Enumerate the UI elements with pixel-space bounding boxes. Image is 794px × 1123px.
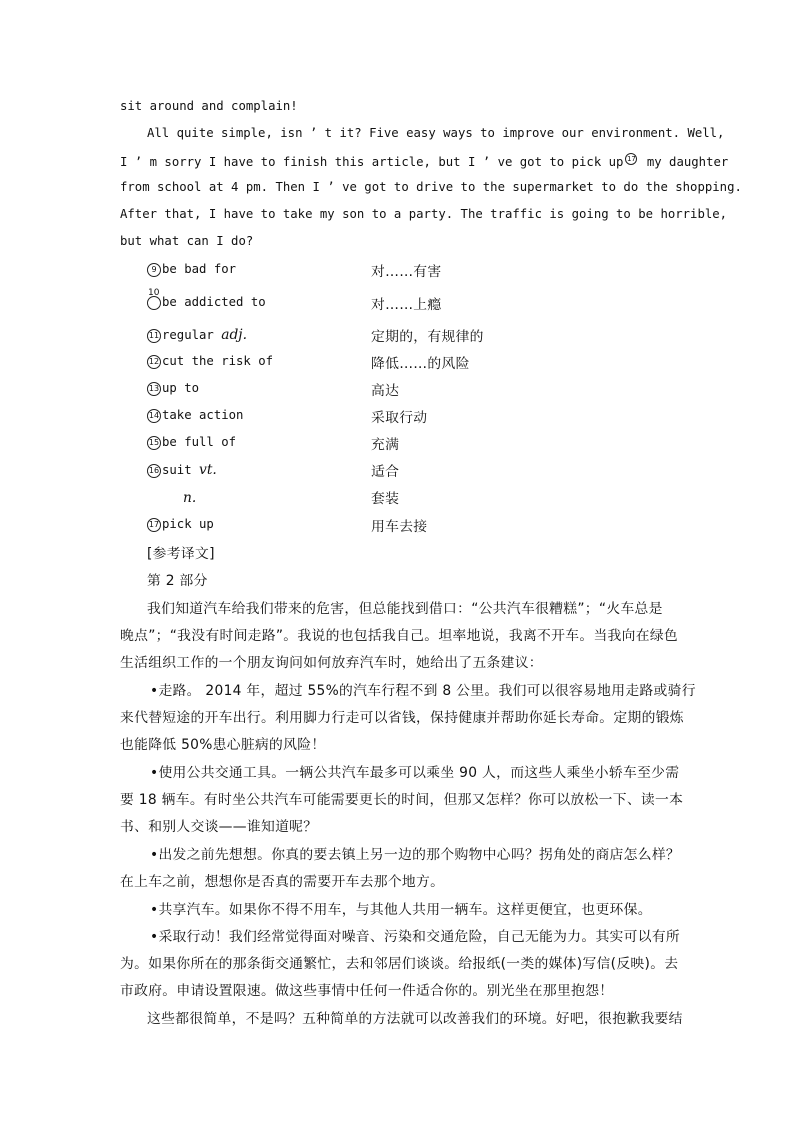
vocab-term: take action	[162, 408, 244, 422]
paragraph-line: 也能降低 50%患心脏病的风险！	[120, 737, 326, 753]
vocab-item-zh: 适合	[371, 464, 400, 480]
vocab-term: be addicted to	[162, 295, 266, 309]
vocab-item-en	[147, 462, 217, 478]
paragraph-line: 书、和别人交谈——谁知道呢？	[120, 819, 318, 835]
vocab-item-en	[147, 435, 236, 450]
vocab-item-zh: 充满	[371, 437, 400, 453]
bullet-take-action: •采取行动！我们经常觉得面对噪音、污染和交通危险，自己无能为力。其实可以有所	[150, 929, 681, 945]
vocab-item-en	[147, 354, 273, 369]
item-number: 12	[147, 355, 161, 369]
vocab-item-zh: 定期的，有规律的	[371, 329, 484, 345]
bullet-walk: •走路。 2014 年，超过 55%的汽车行程不到 8 公里。我们可以很容易地用走路或骑行	[150, 683, 696, 699]
item-number: 15	[147, 436, 161, 450]
item-number: 14	[147, 409, 161, 423]
paragraph-line: 在上车之前，想想你是否真的需要开车去那个地方。	[120, 874, 445, 890]
vocab-item-zh: 套装	[371, 491, 400, 507]
vocab-item-en	[147, 408, 243, 423]
english-line-4: from school at 4 pm. Then I ’ ve got to drive to the supermarket to do the shopping.	[120, 180, 742, 194]
empty-circle-mark	[147, 296, 161, 310]
vocab-item-zh: 用车去接	[371, 519, 428, 535]
paragraph-line: 我们知道汽车给我们带来的危害，但总能找到借口：“公共汽车很糟糕”；“火车总是	[147, 601, 663, 617]
vocab-term: suit	[162, 463, 200, 477]
paragraph-line: 市政府。申请设置限速。做这些事情中任何一件适合你的。别光坐在那里抱怨！	[120, 983, 614, 999]
vocab-item-en	[147, 295, 266, 310]
vocab-item-en	[147, 381, 199, 396]
item-number: 11	[147, 329, 161, 343]
english-line-2: All quite simple, isn ’ t it? Five easy ways to improve our environment. Well,	[147, 126, 725, 140]
vocab-item-en	[147, 327, 247, 343]
vocab-term: pick up	[162, 517, 214, 531]
english-line-1: sit around and complain!	[120, 99, 298, 113]
bullet-share-car: •共享汽车。如果你不得不用车，与其他人共用一辆车。这样更便宜，也更环保。	[150, 902, 652, 918]
item-number: 17	[147, 518, 161, 532]
vocab-item-zh: 高达	[371, 383, 400, 399]
vocab-item-en	[147, 262, 236, 277]
vocab-item-zh: 对……上瘾	[371, 297, 442, 313]
item-number: 10	[148, 288, 160, 298]
vocab-item-zh: 采取行动	[371, 410, 428, 426]
vocab-term: be bad for	[162, 262, 237, 276]
vocab-item-zh: 对……有害	[371, 264, 442, 280]
vocab-term: be full of	[162, 435, 237, 449]
paragraph-line: 来代替短途的开车出行。利用脚力行走可以省钱，保持健康并帮助你延长寿命。定期的锻炼	[120, 710, 684, 726]
vocab-term: up to	[162, 381, 200, 395]
paragraph-line: 晚点”；“我没有时间走路”。我说的也包括我自己。坦率地说，我离不开车。当我向在绿色	[120, 628, 679, 644]
english-line-3-start: I ’ m sorry I have to finish this article, but I ’ ve got to pick up	[120, 155, 624, 170]
english-line-3-end: my daughter	[639, 155, 729, 170]
vocab-term: cut the risk of	[162, 354, 274, 368]
footnote-17-marker: 17	[626, 155, 636, 163]
paragraph-line: 生活组织工作的一个朋友询问如何放弃汽车时，她给出了五条建议：	[120, 655, 543, 671]
section-label: 第 2 部分	[147, 573, 208, 589]
vocab-item-zh: 降低……的风险	[371, 356, 470, 372]
item-number: 9	[147, 263, 161, 277]
english-line-5: After that, I have to take my son to a party. The traffic is going to be horrible,	[120, 207, 728, 221]
paragraph-line: 要 18 辆车。有时坐公共汽车可能需要更长的时间，但那又怎样？你可以放松一下、读一本	[120, 792, 684, 808]
vocab-item-en	[183, 489, 196, 507]
english-line-3	[120, 153, 728, 169]
paragraph-line: 为。如果你所在的那条街交通繁忙，去和邻居们谈谈。给报纸(一类的媒体)写信(反映)。去	[120, 956, 679, 972]
paragraph-line: 这些都很简单，不是吗？五种简单的方法就可以改善我们的环境。好吧，很抱歉我要结	[147, 1011, 683, 1027]
vocab-item-en	[147, 517, 214, 532]
part-of-speech: n.	[183, 490, 197, 506]
part-of-speech: adj.	[221, 327, 247, 343]
item-number: 13	[147, 382, 161, 396]
part-of-speech: vt.	[199, 462, 217, 478]
vocab-term: regular	[162, 328, 222, 342]
bullet-public-transport: •使用公共交通工具。一辆公共汽车最多可以乘坐 90 人，而这些人乘坐小轿车至少需	[150, 765, 680, 781]
item-number: 16	[147, 464, 161, 478]
english-line-6: but what can I do?	[120, 234, 254, 248]
translation-heading: [参考译文]	[147, 546, 215, 562]
bullet-think-first: •出发之前先想想。你真的要去镇上另一边的那个购物中心吗？拐角处的商店怎么样？	[150, 847, 681, 863]
